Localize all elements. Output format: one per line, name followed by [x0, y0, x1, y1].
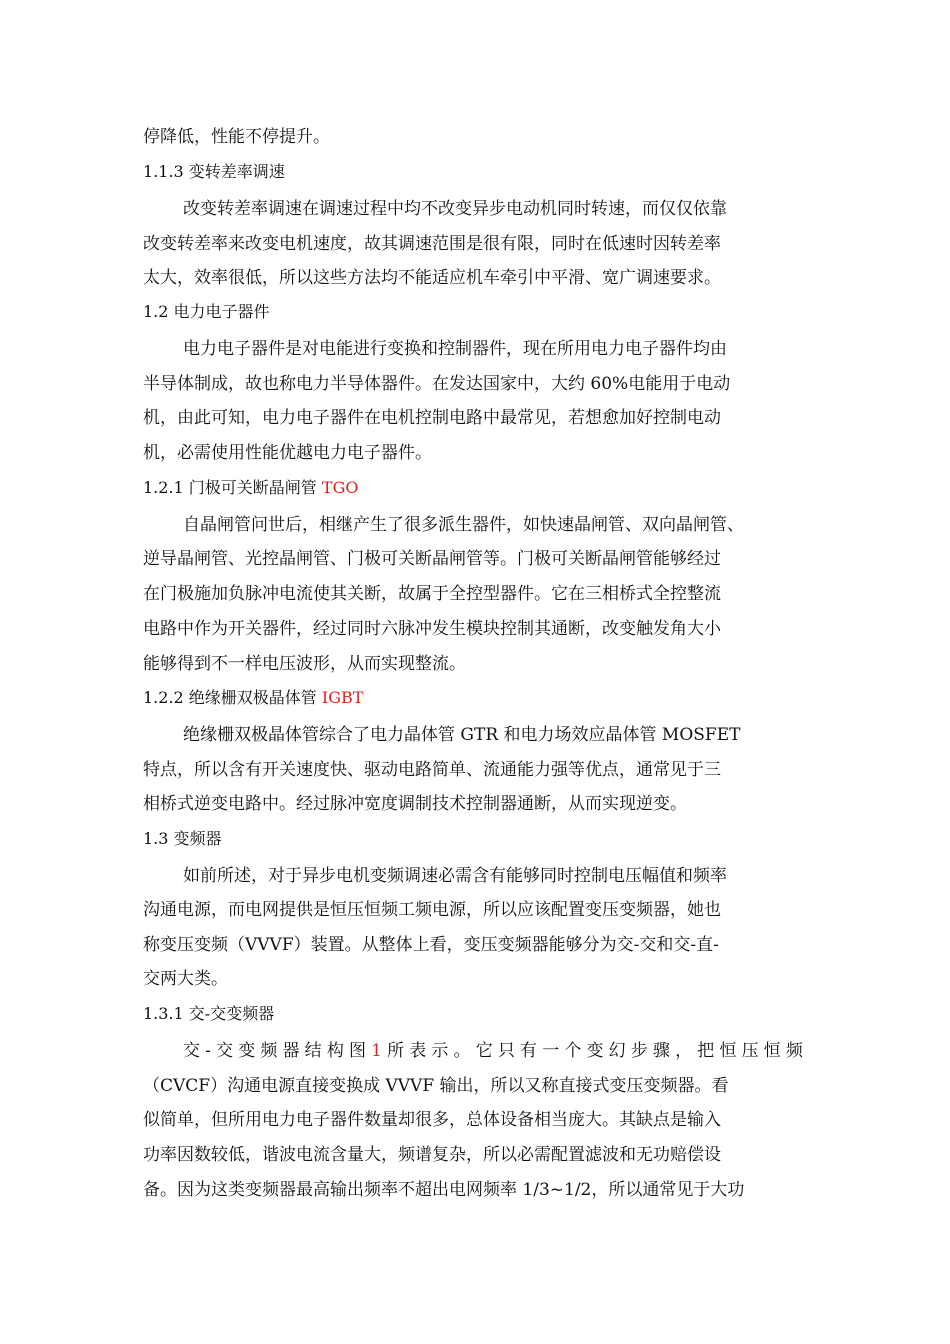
paragraph-line: 半导体制成，故也称电力半导体器件。在发达国家中，大约 60%电能用于电动	[143, 374, 731, 394]
paragraph-line: 改变转差率来改变电机速度，故其调速范围是很有限，同时在低速时因转差率	[143, 234, 721, 254]
heading-text: 1.2.2 绝缘栅双极晶体管	[143, 688, 322, 707]
section-heading-1-2: 1.2 电力电子器件	[143, 302, 270, 321]
section-heading-1-2-2	[143, 686, 363, 710]
paragraph-line: 改变转差率调速在调速过程中均不改变异步电动机同时转速，而仅仅依靠	[183, 199, 727, 219]
paragraph-line	[183, 1039, 808, 1063]
section-heading-1-2-1	[143, 476, 358, 500]
section-heading-1-3: 1.3 变频器	[143, 829, 222, 848]
paragraph-line: 功率因数较低，谐波电流含量大，频谱复杂，所以必需配置滤波和无功赔偿设	[143, 1145, 721, 1165]
heading-text: 1.2.1 门极可关断晶闸管	[143, 478, 322, 497]
paragraph-line: 电路中作为开关器件，经过同时六脉冲发生模块控制其通断，改变触发角大小	[143, 619, 721, 639]
section-heading-1-1-3: 1.1.3 变转差率调速	[143, 162, 285, 181]
heading-acronym-igbt: IGBT	[321, 688, 364, 707]
paragraph-line: 机，由此可知，电力电子器件在电机控制电路中最常见，若想愈加好控制电动	[143, 408, 721, 428]
paragraph-line: 备。因为这类变频器最高输出频率不超出电网频率 1/3~1/2，所以通常见于大功	[143, 1180, 745, 1200]
text-run: 交-交变频器结构图	[183, 1041, 372, 1061]
paragraph-line: 相桥式逆变电路中。经过脉冲宽度调制技术控制器通断，从而实现逆变。	[143, 794, 687, 814]
paragraph-line: （CVCF）沟通电源直接变换成 VVVF 输出，所以又称直接式变压变频器。看	[143, 1076, 729, 1096]
paragraph-line: 称变压变频（VVVF）装置。从整体上看，变压变频器能够分为交-交和交-直-	[143, 935, 719, 955]
text-run: 所表示。它只有一个变幻步骤，把恒压恒频	[387, 1041, 809, 1061]
paragraph-line: 特点，所以含有开关速度快、驱动电路简单、流通能力强等优点，通常见于三	[143, 760, 721, 780]
paragraph-line: 逆导晶闸管、光控晶闸管、门极可关断晶闸管等。门极可关断晶闸管能够经过	[143, 549, 721, 569]
paragraph-line: 沟通电源，而电网提供是恒压恒频工频电源，所以应该配置变压变频器，她也	[143, 900, 721, 920]
paragraph-line: 太大，效率很低，所以这些方法均不能适应机车牵引中平滑、宽广调速要求。	[143, 268, 721, 288]
heading-acronym-tgo: TGO	[321, 478, 359, 497]
section-heading-1-3-1: 1.3.1 交-交变频器	[143, 1004, 275, 1023]
paragraph-line: 电力电子器件是对电能进行变换和控制器件，现在所用电力电子器件均由	[183, 339, 727, 359]
paragraph-line: 交两大类。	[143, 969, 228, 989]
paragraph-line: 似简单，但所用电力电子器件数量却很多，总体设备相当庞大。其缺点是输入	[143, 1110, 721, 1130]
paragraph-line: 在门极施加负脉冲电流使其关断，故属于全控型器件。它在三相桥式全控整流	[143, 584, 721, 604]
paragraph-line: 如前所述，对于异步电机变频调速必需含有能够同时控制电压幅值和频率	[183, 866, 727, 886]
paragraph-line: 自晶闸管问世后，相继产生了很多派生器件，如快速晶闸管、双向晶闸管、	[183, 515, 744, 535]
paragraph-line: 能够得到不一样电压波形，从而实现整流。	[143, 654, 466, 674]
paragraph-line: 绝缘栅双极晶体管综合了电力晶体管 GTR 和电力场效应晶体管 MOSFET	[183, 725, 741, 745]
paragraph-line: 停降低，性能不停提升。	[143, 127, 330, 147]
figure-reference-1: 1	[371, 1041, 388, 1061]
paragraph-line: 机，必需使用性能优越电力电子器件。	[143, 443, 432, 463]
